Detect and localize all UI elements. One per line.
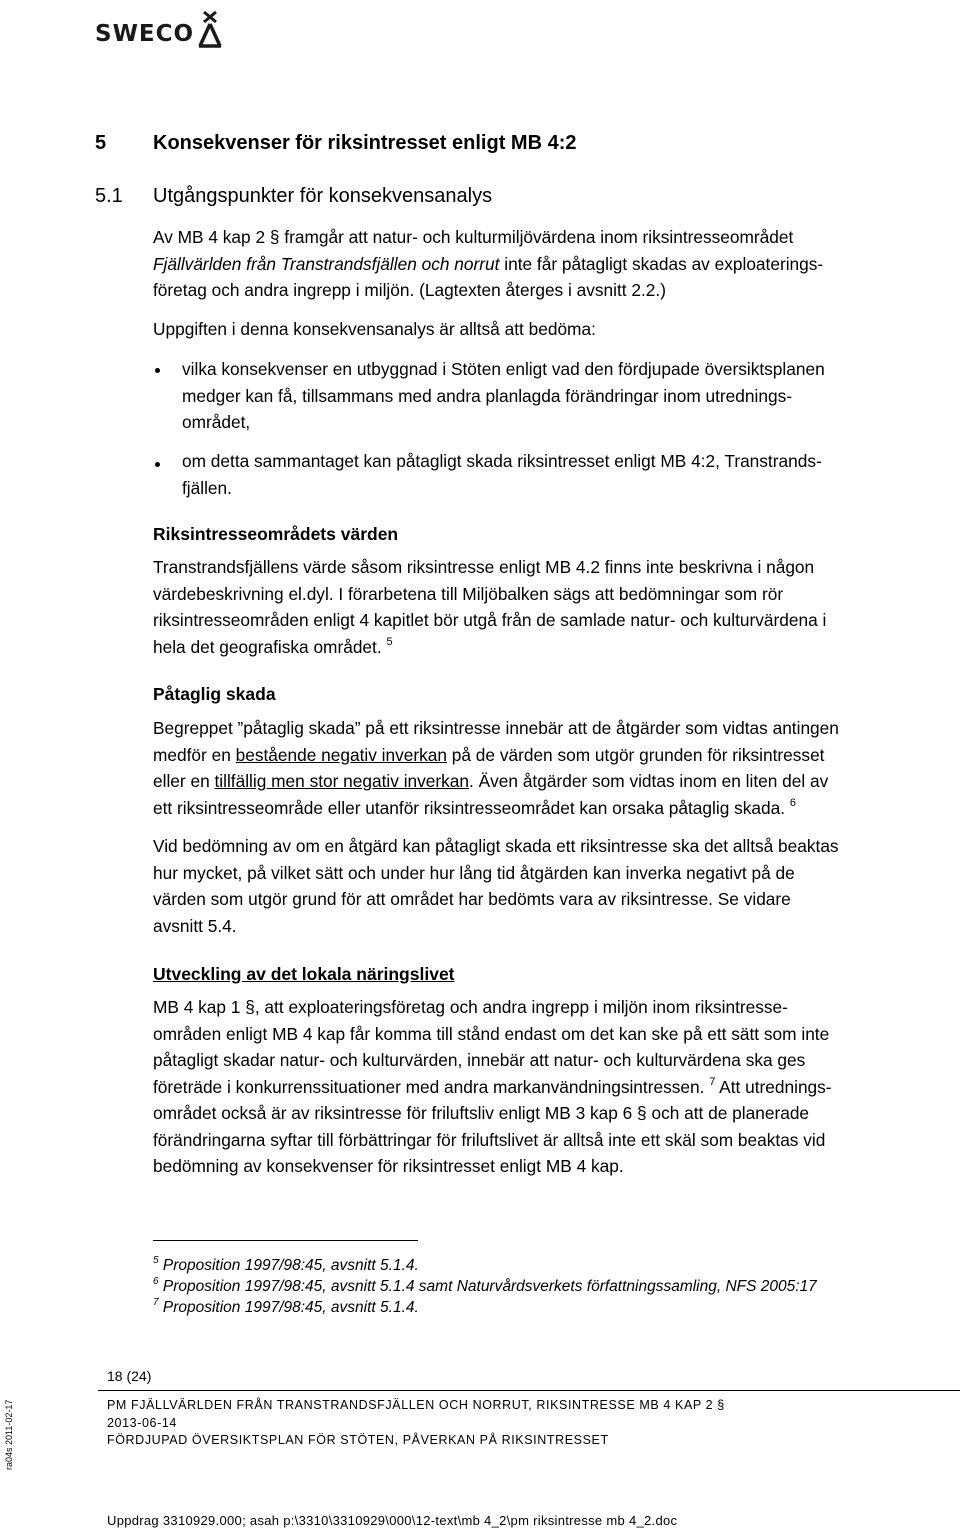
logo-mark-icon (198, 10, 222, 50)
footnote-number: 7 (153, 1297, 159, 1308)
bullet-1-line-3: området, (182, 412, 251, 432)
section-number: 5 (95, 132, 107, 154)
footnote-ref: 5 (386, 635, 393, 648)
footer-document-title: PM FJÄLLVÄRLDEN FRÅN TRANSTRANDSFJÄLLEN OCH NORRUT, RIKSINTRESSE MB 4 KAP 2 § (107, 1398, 725, 1412)
values-line-3: riksintresseområden enligt 4 kapitlet bör utgå från de samlade natur- och kulturvärdena i (153, 610, 827, 630)
footnote-number: 5 (153, 1255, 159, 1266)
sweco-logo (95, 6, 222, 50)
damage-p1-line-3-b: . Även åtgärder som vidtas inom en liten del av (469, 771, 829, 791)
damage-p2-line-4: avsnitt 5.4. (153, 915, 237, 936)
footnote-text: Proposition 1997/98:45, avsnitt 5.1.4. (162, 1257, 419, 1274)
business-line-2: områden enligt MB 4 kap får komma till stånd endast om det kan ske på ett sätt som inte (153, 1023, 830, 1044)
bullet-dot (155, 368, 160, 373)
intro-line-1: Av MB 4 kap 2 § framgår att natur- och kulturmiljövärdena inom riksintresseområdet (153, 227, 794, 247)
damage-p1-line-2 (153, 742, 960, 769)
bullet-1-line-2: medger kan få, tillsammans med andra planlagda förändringar inom utrednings- (182, 385, 792, 406)
damage-p1-line-4 (153, 795, 960, 822)
footnote-7 (153, 1298, 419, 1318)
intro-area-name: Fjällvärlden från Transtrandsfjällen och norrut (153, 253, 500, 274)
footer-divider (98, 1390, 960, 1391)
values-heading: Riksintresseområdets värden (153, 524, 399, 544)
values-line-1: Transtrandsfjällens värde såsom riksintresse enligt MB 4.2 finns inte beskrivna i någon (153, 557, 815, 577)
footer-date: 2013-06-14 (107, 1416, 177, 1430)
damage-heading: Påtaglig skada (153, 684, 276, 704)
values-line-2: värdebeskrivning el.dyl. I förarbetena till Miljöbalken sägs att bedömningar som rör (153, 583, 784, 604)
footer-file-path: Uppdrag 3310929.000; asah p:\3310\3310929\000\12-text\mb 4_2\pm riksintresse mb 4_2.doc (107, 1513, 678, 1528)
footnote-number: 6 (153, 1276, 159, 1287)
damage-paragraph-1 (153, 715, 960, 821)
business-line-1: MB 4 kap 1 §, att exploateringsföretag och andra ingrepp i miljön inom riksintresse- (153, 997, 788, 1017)
damage-p2-line-1: Vid bedömning av om en åtgärd kan påtagligt skada ett riksintresse ska det alltså beaktas (153, 836, 839, 856)
logo-text: SWECO (95, 21, 195, 47)
footnote-divider (153, 1240, 418, 1241)
bullet-2-line-2: fjällen. (182, 477, 232, 498)
underlined-phrase: tillfällig men stor negativ inverkan (214, 771, 470, 791)
footnote-text: Proposition 1997/98:45, avsnitt 5.1.4. (162, 1299, 419, 1316)
section-title: Konsekvenser för riksintresset enligt MB 4:2 (153, 132, 577, 154)
task-paragraph: Uppgiften i denna konsekvensanalys är alltså att bedöma: (153, 319, 596, 339)
business-paragraph (153, 994, 960, 1180)
footnote-5 (153, 1256, 419, 1276)
footnote-text: Proposition 1997/98:45, avsnitt 5.1.4 samt Naturvårdsverkets författningssamling, NFS 2005:17 (162, 1278, 817, 1295)
bullet-item-2 (182, 448, 960, 501)
footnote-ref: 7 (709, 1075, 716, 1088)
intro-paragraph (153, 224, 960, 304)
subsection-heading (95, 185, 492, 208)
bullet-1-line-1: vilka konsekvenser en utbyggnad i Stöten enligt vad den fördjupade översiktsplanen (182, 359, 825, 379)
footer-subtitle: FÖRDJUPAD ÖVERSIKTSPLAN FÖR STÖTEN, PÅVERKAN PÅ RIKSINTRESSET (107, 1433, 609, 1447)
page-number: 18 (24) (107, 1368, 152, 1384)
damage-p2-line-3: värden som utgör grund för att området har bedömts vara av riksintresse. Se vidare (153, 889, 791, 909)
intro-line-2 (153, 251, 960, 278)
values-line-4 (153, 634, 960, 661)
section-heading (95, 132, 576, 155)
damage-p1-line-3 (153, 768, 960, 795)
damage-p1-line-3-a: eller en (153, 771, 215, 791)
footnote-6 (153, 1277, 817, 1297)
intro-line-2-rest: inte får påtagligt skadas av exploaterings- (499, 253, 824, 274)
side-template-code: ra04s 2011-02-17 (4, 1399, 14, 1470)
values-line-4-text: hela det geografiska området. (153, 636, 382, 657)
business-line-5: området också är av riksintresse för friluftsliv enligt MB 3 kap 6 § och att de planerade (153, 1103, 810, 1123)
bullet-item-1 (182, 356, 960, 436)
values-paragraph (153, 554, 960, 660)
business-line-7: bedömning av konsekvenser för riksintresset enligt MB 4 kap. (153, 1156, 624, 1176)
damage-p2-line-2: hur mycket, på vilket sätt och under hur lång tid åtgärden kan inverka negativt på de (153, 862, 795, 883)
underlined-phrase: bestående negativ inverkan (235, 744, 447, 765)
subsection-number: 5.1 (95, 185, 123, 207)
damage-p1-line-2-a: medför en (153, 744, 236, 765)
intro-line-3: företag och andra ingrepp i miljön. (Lagtexten återges i avsnitt 2.2.) (153, 280, 666, 300)
business-heading: Utveckling av det lokala näringslivet (153, 964, 455, 984)
footnote-ref: 6 (789, 796, 796, 809)
damage-paragraph-2 (153, 833, 960, 939)
bullet-2-line-1: om detta sammantaget kan påtagligt skada riksintresset enligt MB 4:2, Transtrands- (182, 451, 822, 471)
business-line-4-b: Att utrednings- (715, 1076, 832, 1097)
subsection-title: Utgångspunkter för konsekvensanalys (153, 185, 493, 207)
business-line-6: förändringarna syftar till förbättringar för friluftslivet är alltså inte ett skäl som beaktas vid (153, 1129, 826, 1150)
business-line-3: påtagligt skadar natur- och kulturvärden, innebär att natur- och kulturvärdena ska ges (153, 1050, 806, 1070)
damage-p1-line-4-text: ett riksintresseområde eller utanför riksintresseområdet kan orsaka påtaglig skada. (153, 797, 786, 818)
business-line-4-a: företräde i konkurrenssituationer med andra markanvändningsintressen. (153, 1076, 705, 1097)
damage-p1-line-1: Begreppet ”påtaglig skada” på ett riksintresse innebär att de åtgärder som vidtas antingen (153, 718, 839, 738)
damage-p1-line-2-b: på de värden som utgör grunden för riksintresset (446, 744, 825, 765)
bullet-dot (155, 462, 160, 467)
business-line-4 (153, 1074, 960, 1101)
